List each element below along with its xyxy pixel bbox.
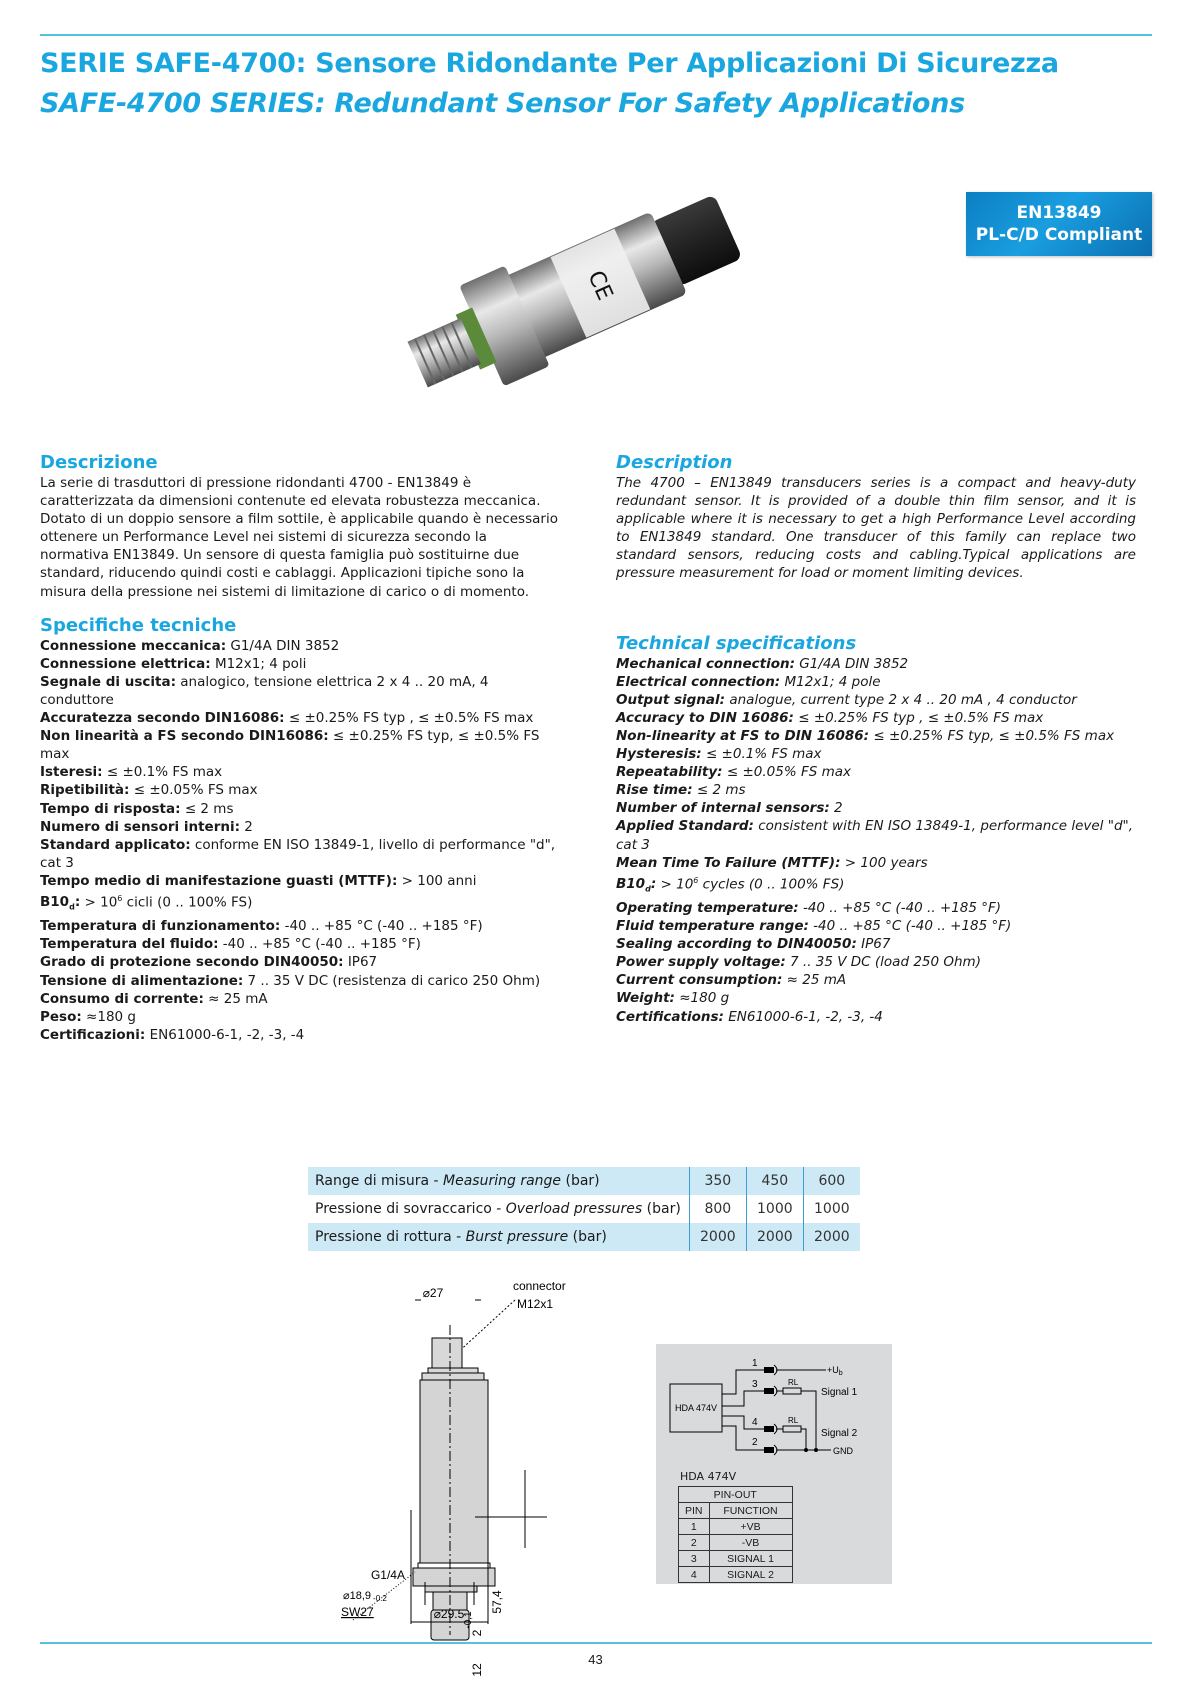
spec-row [616,817,1136,853]
spec-value: 2 [829,800,843,817]
badge-standard: EN13849 [1016,203,1102,223]
dim-length: 57,4 [490,1590,504,1614]
device-label: HDA 474V [674,1403,718,1413]
wiring-schematic [656,1344,892,1469]
pressure-value: 350 [689,1167,746,1195]
spec-value: -40 .. +85 °C (-40 .. +185 °F) [798,899,1002,916]
spec-label: Standard applicato: [40,836,191,853]
spec-value: 7 .. 35 V DC (resistenza di carico 250 Ohm) [243,972,541,989]
spec-value: ≤ ±0.1% FS max [701,746,822,763]
pin-number: 2 [679,1535,710,1551]
pressure-row-label: Range di misura - Measuring range (bar) [308,1167,689,1195]
spec-label: Output signal: [616,691,726,708]
pressure-value: 2000 [689,1223,746,1251]
rl-label-1: RL [788,1378,799,1387]
compliance-badge [966,192,1152,256]
spec-label: Isteresi: [40,764,103,781]
spec-row [616,655,1136,673]
pin-label-1: 1 [752,1358,758,1369]
spec-row [40,1008,560,1026]
spec-row [40,972,560,990]
pressure-value: 1000 [746,1195,803,1223]
connector-shape [432,1338,462,1368]
spec-label: Numero di sensori interni: [40,818,240,835]
spec-row [616,1008,1136,1026]
spec-row-b10d: $B10_d$: > $10^6$ cicli (0 .. 100% FS) [40,893,253,913]
spec-label: Rise time: [616,782,693,799]
pressure-value: 450 [746,1167,803,1195]
spec-value: analogico, tensione elettrica 2 x 4 .. 20 mA, 4 conduttore [40,673,489,708]
spec-value: ≈180 g [674,990,730,1007]
signal-1-label: Signal 1 [821,1387,858,1398]
pinout-header: PIN-OUT [679,1487,793,1503]
spec-value: ≤ ±0.25% FS typ , ≤ ±0.5% FS max [284,710,534,727]
spec-row [616,781,1136,799]
spec-label: Peso: [40,1008,82,1025]
spec-value: ≤ ±0.25% FS typ , ≤ ±0.5% FS max [793,709,1044,726]
spec-value: EN61000-6-1, -2, -3, -4 [145,1026,305,1043]
spec-value: 7 .. 35 V DC (load 250 Ohm) [785,954,981,971]
pinout-title: HDA 474V [680,1470,737,1483]
dimension-drawing-lower [325,1440,595,1640]
pressure-value: 800 [689,1195,746,1223]
page-title-italian: SERIE SAFE-4700: Sensore Ridondante Per Applicazioni Di Sicurezza [40,48,1059,79]
spec-row [40,709,560,727]
spec-value: -40 .. +85 °C (-40 .. +185 °F) [218,936,421,953]
spec-label: Current consumption: [616,972,783,989]
spec-value: EN61000-6-1, -2, -3, -4 [723,1008,883,1025]
spec-row [40,872,560,890]
spec-value: ≤ ±0.05% FS max [722,764,851,781]
pinout-row [679,1567,793,1583]
connector-thread: M12x1 [517,1297,554,1311]
spec-label: Mean Time To Failure (MTTF): [616,854,841,871]
wrench-label: SW27 [341,1605,374,1619]
spec-value: > 100 anni [397,872,477,889]
pin-label-3: 3 [752,1379,758,1390]
spec-label: Applied Standard: [616,818,754,835]
pinout-row [679,1551,793,1567]
pressure-table [308,1167,860,1251]
spec-value: G1/4A DIN 3852 [795,655,909,672]
spec-row [40,637,560,655]
specs-list-it [40,637,560,1044]
thread-label: G1/4A [370,1568,405,1582]
connector-label: connector [513,1279,566,1293]
spec-label: Mechanical connection: [616,655,796,672]
dim-tolerance: -0,1 [463,1611,474,1629]
spec-label: Certificazioni: [40,1026,146,1043]
spec-row [616,953,1136,971]
specs-list-en [616,655,1136,1026]
svg-text:CE: CE [582,267,618,305]
spec-value: ≈ 25 mA [203,990,268,1007]
page-number: 43 [588,1652,603,1667]
spec-value: ≤ 2 ms [692,782,746,799]
pressure-value: 600 [803,1167,860,1195]
spec-label: Certifications: [616,1008,724,1025]
spec-row [40,655,560,673]
spec-row [40,917,560,935]
spec-label: Repeatability: [616,764,723,781]
description-heading-it: Descrizione [40,452,158,473]
specs-heading-it: Specifiche tecniche [40,614,237,636]
spec-value: 2 [240,818,253,835]
spec-label: Accuratezza secondo DIN16086: [40,710,285,727]
pinout-table [678,1486,793,1583]
pin-function: SIGNAL 1 [709,1551,792,1567]
description-text-it: La serie di trasduttori di pressione ridondanti 4700 - EN13849 è caratterizzata da dimensioni contenute ed elevata robustezza meccanica. Dotato di un doppio sensore a film sottile, è applicabile quando è necessario ottenere un Performance Level nei sistemi di sicurezza secondo la normativa EN13849. Un sensore di questa famiglia può sostituirne due standard, riducendo quindi costi e cablaggi. Applicazioni tipiche sono la misura della pressione nei sistemi di limitazione di carico o di momento. [40,475,558,600]
spec-label: Accuracy to DIN 16086: [616,709,794,726]
spec-row-b10d: $B10_d$: > $10^6$ cycles (0 .. 100% FS) [616,875,845,894]
spec-label: Sealing according to DIN40050: [616,936,857,953]
spec-value: M12x1; 4 poli [210,655,307,672]
pinout-row [679,1535,793,1551]
spec-row [40,800,560,818]
spec-row [40,836,560,872]
spec-label: Connessione meccanica: [40,637,227,654]
pin-function: SIGNAL 2 [709,1567,792,1583]
pinout-col-function: FUNCTION [709,1503,792,1519]
spec-label: Non-linearity at FS to DIN 16086: [616,727,870,744]
gnd-label: GND [833,1446,853,1456]
pin-label-4: 4 [752,1417,758,1428]
spec-value: -40 .. +85 °C (-40 .. +185 °F) [280,918,483,935]
spec-row [616,727,1136,745]
spec-row [40,763,560,781]
english-column [616,452,1136,1026]
spec-label: Segnale di uscita: [40,673,176,690]
wiring-diagram [656,1344,892,1584]
spec-row [616,709,1136,727]
spec-row [616,799,1136,817]
page-title-english: SAFE-4700 SERIES: Redundant Sensor For Safety Applications [40,88,965,119]
spec-row [616,745,1136,763]
spec-value: ≤ ±0.25% FS typ, ≤ ±0.5% FS max [40,728,540,763]
spec-value: IP67 [343,954,378,971]
pressure-row [308,1195,860,1223]
pin-number: 3 [679,1551,710,1567]
thread-diameter: ⌀18,9 -0.2 [343,1590,387,1603]
signal-2-label: Signal 2 [821,1428,858,1439]
dim-top-width: ⌀27 [422,1286,444,1300]
pinout-col-pin: PIN [679,1503,710,1519]
dim-2: 2 [470,1629,484,1637]
pinout-row [679,1519,793,1535]
spec-label: Hysteresis: [616,746,702,763]
spec-label: Grado di protezione secondo DIN40050: [40,954,344,971]
spec-row [40,818,560,836]
spec-value: IP67 [856,936,891,953]
pressure-value: 1000 [803,1195,860,1223]
spec-value: conforme EN ISO 13849-1, livello di performance "d", cat 3 [40,836,556,871]
spec-value: ≤ ±0.1% FS max [102,764,223,781]
spec-label: Electrical connection: [616,673,781,690]
spec-label: Tempo di risposta: [40,800,181,817]
spec-row [616,917,1136,935]
spec-label: Temperatura del fluido: [40,936,219,953]
top-rule [40,34,1152,36]
description-text-en: The 4700 – EN13849 transducers series is a compact and heavy-duty redundant sensor. It is provided of a double thin film sensor, and it is applicable where it is necessary to get a high Performance Level according to EN13849 standard. One transducer of this family can replace two standard sensors, reducing costs and cabling.Typical applications are pressure measurement for load or moment limiting devices. [616,475,1136,582]
spec-value: -40 .. +85 °C (-40 .. +185 °F) [808,918,1012,935]
spec-value: ≤ ±0.25% FS typ, ≤ ±0.5% FS max [869,727,1115,744]
spec-row [40,1026,560,1044]
pin-number: 1 [679,1519,710,1535]
pressure-value: 2000 [746,1223,803,1251]
specs-heading-en: Technical specifications [616,632,857,654]
spec-row [40,953,560,971]
spec-label: Non linearità a FS secondo DIN16086: [40,728,329,745]
spec-label: Operating temperature: [616,899,799,916]
spec-value: > 100 years [840,854,928,871]
spec-label: Ripetibilità: [40,782,130,799]
spec-label: $B10_d$: [616,876,657,894]
ub-label: $+U_b$ [827,1365,843,1377]
spec-label: Connessione elettrica: [40,655,211,672]
pressure-value: 2000 [803,1223,860,1251]
spec-value: consistent with EN ISO 13849-1, performance level "d", cat 3 [616,818,1134,853]
badge-compliance: PL-C/D Compliant [975,225,1143,245]
italian-column [40,452,560,1044]
pin-function: -VB [709,1535,792,1551]
spec-row [616,691,1136,709]
spec-row [40,935,560,953]
pin-function: +VB [709,1519,792,1535]
pressure-row [308,1223,860,1251]
product-photo [365,165,785,435]
spec-label: Weight: [616,990,675,1007]
spec-label: Number of internal sensors: [616,800,830,817]
spec-value: ≤ 2 ms [180,800,234,817]
spec-row [616,935,1136,953]
spec-row [616,899,1136,917]
spec-label: Consumo di corrente: [40,990,204,1007]
description-heading-en: Description [616,452,733,473]
spec-label: Fluid temperature range: [616,918,809,935]
spec-value: analogue, current type 2 x 4 .. 20 mA , 4 conductor [725,691,1077,708]
bottom-rule [40,1642,1152,1644]
spec-row [40,727,560,763]
body-diameter: ⌀29.5 [433,1607,465,1621]
spec-row [616,854,1136,872]
spec-value: M12x1; 4 pole [780,673,881,690]
pressure-row [308,1167,860,1195]
spec-label: $B10_d$: [40,894,81,913]
spec-label: Tensione di alimentazione: [40,972,244,989]
spec-row [40,990,560,1008]
spec-value: ≈ 25 mA [782,972,847,989]
spec-row [40,673,560,709]
dim-12: 12 [470,1663,484,1677]
pressure-row-label: Pressione di rottura - Burst pressure (bar) [308,1223,689,1251]
spec-row [616,673,1136,691]
spec-value: ≤ ±0.05% FS max [129,782,258,799]
spec-row [616,989,1136,1007]
spec-label: Power supply voltage: [616,954,786,971]
rl-label-2: RL [788,1416,799,1425]
spec-value: ≈180 g [81,1008,136,1025]
pressure-row-label: Pressione di sovraccarico - Overload pressures (bar) [315,1201,681,1217]
spec-row [616,971,1136,989]
spec-value: G1/4A DIN 3852 [226,637,340,654]
spec-row [40,781,560,799]
spec-label: Tempo medio di manifestazione guasti (MTTF): [40,872,398,889]
spec-row [616,763,1136,781]
pin-number: 4 [679,1567,710,1583]
pin-label-2: 2 [752,1437,758,1448]
spec-label: Temperatura di funzionamento: [40,918,281,935]
